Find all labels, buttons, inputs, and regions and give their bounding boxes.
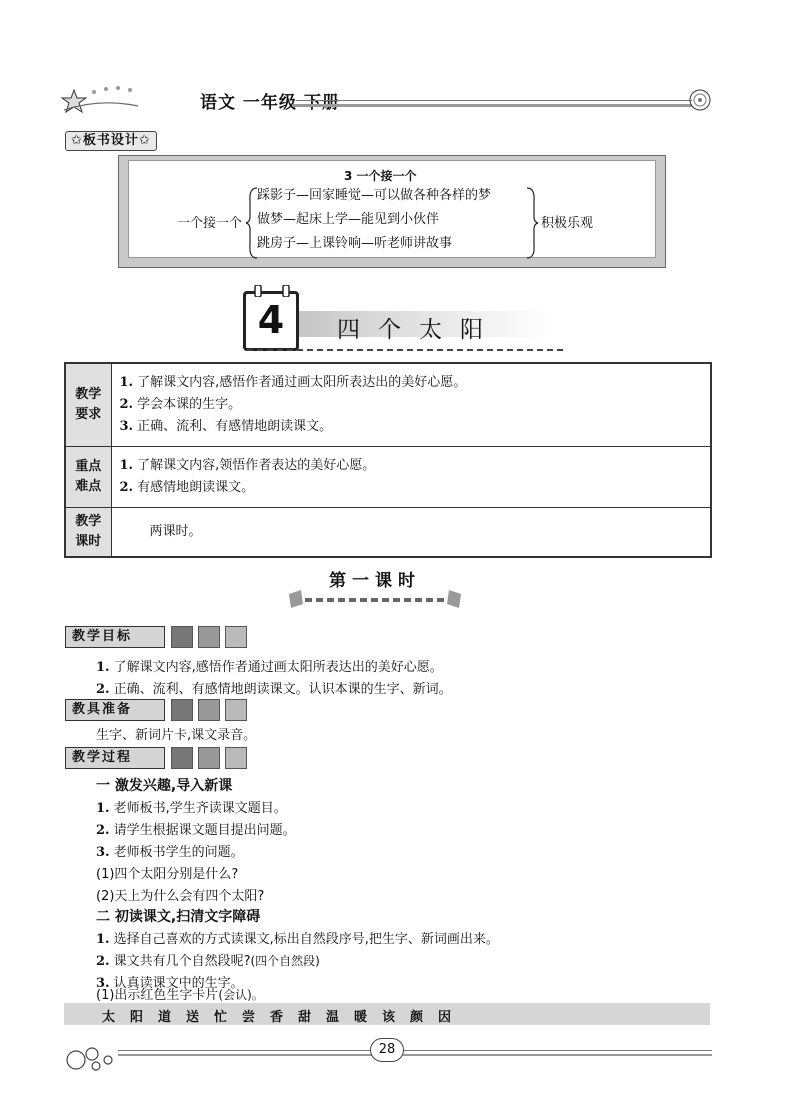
row-header: 教学 课时 [65,508,111,558]
row-header: 教学 要求 [65,363,111,447]
right-brace-icon [525,187,539,259]
calendar-rings-icon [251,285,293,297]
lesson-name: 四个太阳 [337,317,501,343]
character: 太 [102,1010,116,1025]
board-left-label: 一个接一个 [177,216,243,231]
character: 尝 [242,1010,256,1025]
process-item: 1. 选择自己喜欢的方式读课文,标出自然段序号,把生字、新词画出来。 [96,932,499,947]
page-number: 28 [370,1038,404,1062]
board-row: 踩影子—回家睡觉—可以做各种各样的梦 [257,188,492,203]
requirements-table [64,362,712,558]
board-row: 跳房子—上课铃响—听老师讲故事 [257,236,453,251]
section-title: 第一课时 [329,571,421,591]
character: 温 [326,1010,340,1025]
character: 因 [438,1010,452,1025]
process-subitem: (2)天上为什么会有四个太阳? [96,889,265,904]
process-subitem: (1)四个太阳分别是什么? [96,867,239,882]
book-title: 语文 一年级 下册 [200,93,340,113]
character: 香 [270,1010,284,1025]
swirl-icon [688,88,712,112]
lesson-title-banner [215,285,565,357]
character: 阳 [130,1010,144,1025]
character-strip [64,1003,710,1025]
character: 颜 [410,1010,424,1025]
part-heading: 一 激发兴趣,导入新课 [96,778,233,794]
star-icon: ✩ [71,133,83,148]
lesson-number: 4 [257,298,285,342]
dashed-ribbon-icon [285,590,465,608]
section-heading [285,566,465,610]
character: 送 [186,1010,200,1025]
stars-icon [60,80,140,114]
row-content: 1. 了解课文内容,领悟作者表达的美好心愿。 2. 有感情地朗读课文。 [111,447,711,508]
part-heading: 二 初读课文,扫清文字障碍 [96,909,261,925]
page-footer [64,1036,712,1076]
calendar-icon [243,291,299,351]
row-content: 1. 了解课文内容,感悟作者通过画太阳所表达出的美好心愿。 2. 学会本课的生字。 3. 正确、流利、有感情地朗读课文。 [111,363,711,447]
table-row [65,508,711,558]
page-header [60,78,720,118]
character: 甜 [298,1010,312,1025]
table-row [65,447,711,508]
board-row: 做梦—起床上学—能见到小伙伴 [257,212,440,227]
process-item: 2. 课文共有几个自然段呢?(四个自然段) [96,954,320,969]
tools-text: 生字、新词片卡,课文录音。 [96,728,257,743]
process-item: 1. 老师板书,学生齐读课文题目。 [96,801,287,816]
goal-item: 2. 正确、流利、有感情地朗读课文。认识本课的生字、新词。 [96,682,452,697]
process-item: 3. 老师板书学生的问题。 [96,845,244,860]
character: 暖 [354,1010,368,1025]
process-subitem: (1)出示红色生字卡片(会认)。 [96,988,264,1003]
board-right-label: 积极乐观 [541,216,594,231]
star-icon: ✩ [138,133,151,148]
board-rows [257,184,491,256]
circles-icon [64,1040,124,1074]
character: 道 [158,1010,172,1025]
goal-item: 1. 了解课文内容,感悟作者通过画太阳所表达出的美好心愿。 [96,660,443,675]
row-header: 重点 难点 [65,447,111,508]
row-content: 两课时。 [111,508,711,558]
character: 该 [382,1010,396,1025]
blackboard [118,155,666,268]
board-title: 3 一个接一个 [344,169,417,183]
process-item: 2. 请学生根据课文题目提出问题。 [96,823,296,838]
table-row [65,363,711,447]
process-item: 3. 认真读课文中的生字。 [96,976,244,991]
character: 忙 [214,1010,228,1025]
board-design-tag: ✩板书设计✩ [65,131,157,151]
